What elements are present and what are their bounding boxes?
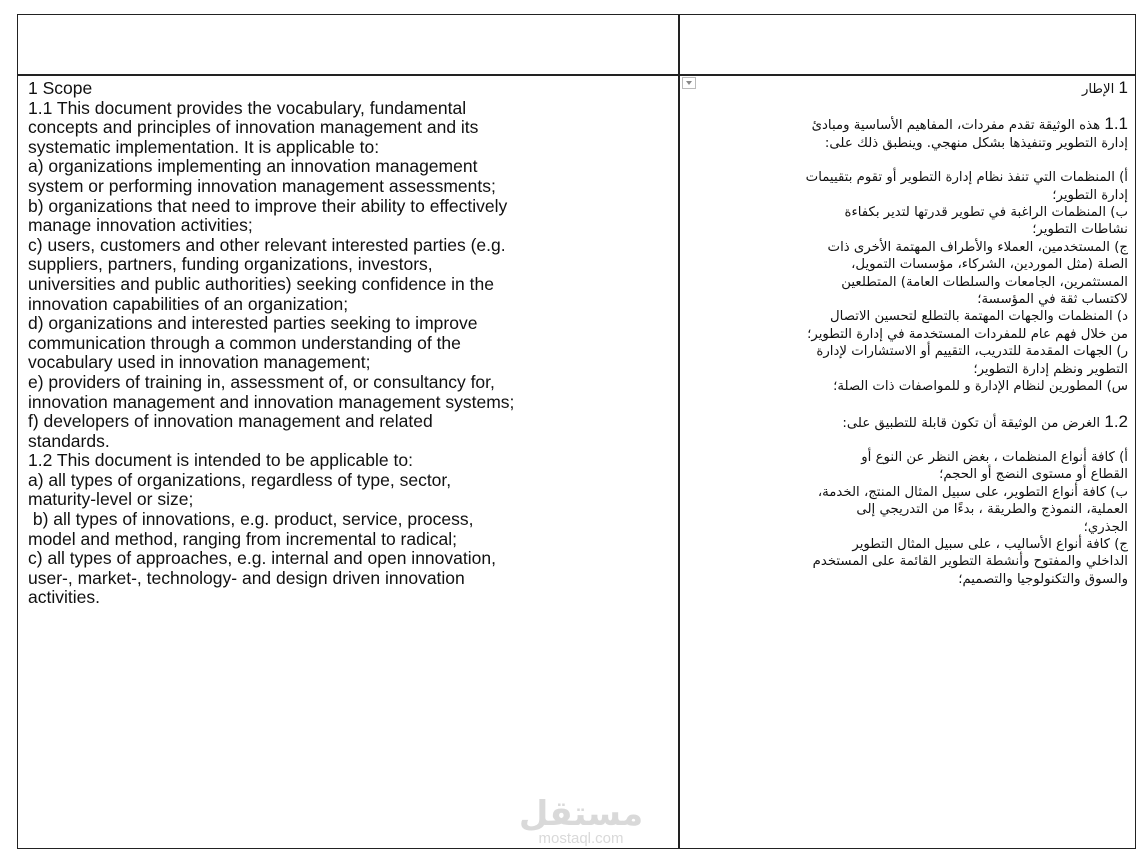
arabic-line: الجذري؛ bbox=[1083, 519, 1128, 535]
arabic-line-text: إدارة التطوير وتنفيذها بشكل منهجي. وينطبق ذلك على: bbox=[824, 135, 1128, 151]
arabic-line: العملية، النموذج والطريقة ، بدءًا من التدريجي إلى bbox=[856, 502, 1128, 518]
english-line: standards. bbox=[28, 430, 110, 451]
english-line: vocabulary used in innovation management; bbox=[28, 352, 371, 373]
english-line: f) developers of innovation management and related bbox=[28, 411, 433, 432]
english-line: c) all types of approaches, e.g. internal and open innovation, bbox=[28, 548, 496, 569]
english-line: suppliers, partners, funding organizations, investors, bbox=[28, 254, 433, 275]
arabic-line: المستثمرين، الجامعات والسلطات العامة) المتطلعين bbox=[841, 274, 1128, 290]
arabic-line: ر) الجهات المقدمة للتدريب، التقييم أو الاستشارات لإدارة bbox=[816, 344, 1128, 360]
watermark-logo bbox=[496, 794, 666, 847]
watermark-latin: mostaql.com bbox=[538, 830, 624, 847]
arabic-line: الصلة (مثل الموردين، الشركاء، مؤسسات التمويل، bbox=[851, 257, 1128, 273]
english-line: a) organizations implementing an innovation management bbox=[28, 156, 478, 177]
arabic-line: التطوير ونظم إدارة التطوير؛ bbox=[973, 361, 1128, 377]
arabic-cell bbox=[690, 79, 1128, 588]
english-line: activities. bbox=[28, 587, 100, 608]
arabic-list-1 bbox=[690, 169, 1128, 395]
header-row-divider bbox=[18, 74, 1135, 76]
arabic-line: أ) كافة أنواع المنظمات ، بغض النظر عن النوع أو bbox=[861, 449, 1128, 465]
arabic-list-2 bbox=[690, 449, 1128, 588]
arabic-section-1-2: 1.2 الغرض من الوثيقة أن تكون قابلة للتطبيق على: bbox=[842, 411, 1128, 431]
english-line: manage innovation activities; bbox=[28, 215, 253, 236]
translation-table bbox=[17, 14, 1136, 849]
arabic-line: الداخلي والمفتوح وأنشطة التطوير القائمة على المستخدم bbox=[812, 554, 1128, 570]
english-line: b) all types of innovations, e.g. product, service, process, bbox=[28, 509, 474, 530]
arabic-line: من خلال فهم عام للمفردات المستخدمة في إدارة التطوير؛ bbox=[807, 326, 1128, 342]
arabic-line-text: هذه الوثيقة تقدم مفردات، المفاهيم الأساسية ومبادئ bbox=[811, 118, 1101, 134]
english-line: system or performing innovation management assessments; bbox=[28, 175, 496, 196]
arabic-section-1-1 bbox=[690, 115, 1128, 152]
arabic-line: إدارة التطوير؛ bbox=[1052, 187, 1128, 203]
english-line: d) organizations and interested parties seeking to improve bbox=[28, 313, 478, 334]
arabic-line: القطاع أو مستوى النضج أو الحجم؛ bbox=[939, 467, 1128, 483]
english-line: systematic implementation. It is applicable to: bbox=[28, 136, 380, 157]
arabic-line: والسوق والتكنولوجيا والتصميم؛ bbox=[958, 571, 1128, 587]
english-line: communication through a common understanding of the bbox=[28, 332, 461, 353]
column-divider bbox=[678, 15, 680, 848]
english-line: e) providers of training in, assessment of, or consultancy for, bbox=[28, 371, 495, 392]
arabic-line: ب) المنظمات الراغبة في تطوير قدرتها لتدير بكفاءة bbox=[844, 205, 1128, 221]
arabic-line bbox=[690, 115, 1128, 134]
english-line: innovation capabilities of an organization; bbox=[28, 293, 349, 314]
arabic-line: ب) كافة أنواع التطوير، على سبيل المثال المنتج، الخدمة، bbox=[817, 484, 1128, 500]
arabic-line: ج) كافة أنواع الأساليب ، على سبيل المثال التطوير bbox=[852, 536, 1128, 552]
english-line: concepts and principles of innovation management and its bbox=[28, 117, 479, 138]
arabic-heading: 1 الإطار bbox=[1081, 78, 1128, 97]
watermark-arabic: مستقل bbox=[518, 794, 644, 834]
english-line: model and method, ranging from incremental to radical; bbox=[28, 528, 457, 549]
arabic-line: نشاطات التطوير؛ bbox=[1032, 222, 1128, 238]
english-line: 1.2 This document is intended to be applicable to: bbox=[28, 450, 413, 471]
english-line: 1.1 This document provides the vocabulary, fundamental bbox=[28, 97, 467, 118]
section-number: 1.1 bbox=[1104, 114, 1128, 134]
arabic-line: د) المنظمات والجهات المهتمة بالتطلع لتحسين الاتصال bbox=[830, 309, 1128, 325]
english-line: innovation management and innovation management systems; bbox=[28, 391, 515, 412]
arabic-line: أ) المنظمات التي تنفذ نظام إدارة التطوير أو تقوم بتقييمات bbox=[805, 170, 1128, 186]
arabic-line: لاكتساب ثقة في المؤسسة؛ bbox=[977, 292, 1128, 308]
english-cell bbox=[28, 79, 668, 608]
arabic-line: س) المطورين لنظام الإدارة و للمواصفات ذات الصلة؛ bbox=[833, 379, 1128, 395]
english-line: a) all types of organizations, regardless of type, sector, bbox=[28, 469, 452, 490]
arabic-line bbox=[690, 135, 1128, 152]
english-line: 1 Scope bbox=[28, 78, 93, 98]
english-line: user-, market-, technology- and design driven innovation bbox=[28, 567, 465, 588]
english-line: b) organizations that need to improve their ability to effectively bbox=[28, 195, 508, 216]
english-line: universities and public authorities) seeking confidence in the bbox=[28, 273, 494, 294]
english-line: c) users, customers and other relevant interested parties (e.g. bbox=[28, 234, 506, 255]
english-line: maturity-level or size; bbox=[28, 489, 194, 510]
arabic-line: ج) المستخدمين، العملاء والأطراف المهتمة الأخرى ذات bbox=[827, 239, 1128, 255]
